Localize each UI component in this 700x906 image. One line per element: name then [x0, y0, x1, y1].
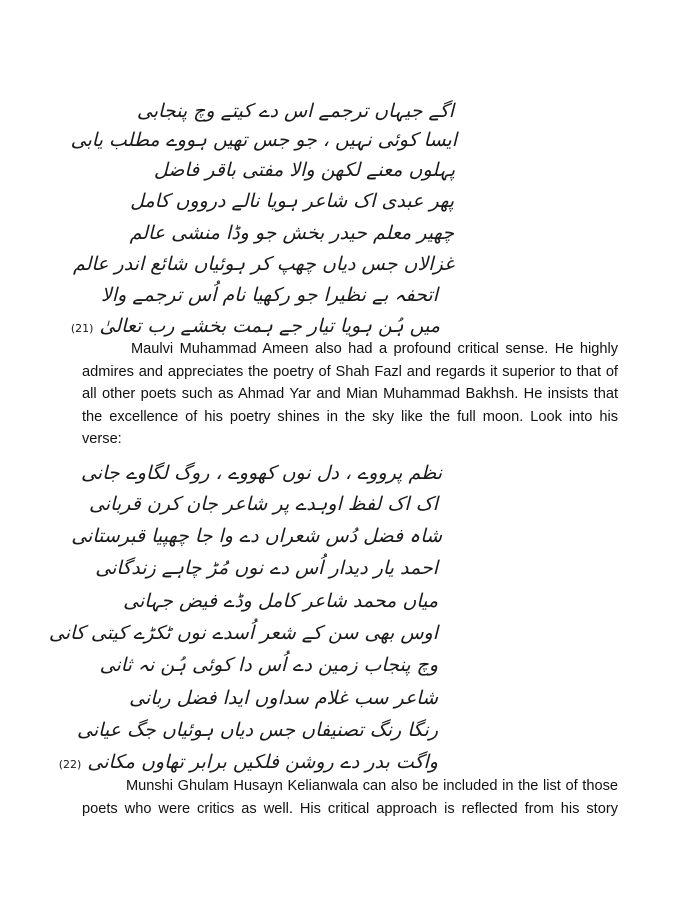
verse-line: اوس بھی سن کے شعر اُسدے نوں ٹکڑے کیتی کانی [48, 622, 438, 644]
verse-line: غزالاں جس دیاں چھپ کر ہوئیاں شائع اندر عالم [72, 253, 454, 275]
verse-line: چھیر معلم حیدر بخش جو وڈا منشی عالم [129, 222, 454, 244]
body-paragraph-2 [82, 775, 618, 820]
footnote-reference: (22) [58, 758, 82, 771]
verse-line: نظم پرووے ، دل نوں کھووے ، روگ لگاوے جانی [80, 462, 442, 484]
body-paragraph-1 [82, 338, 618, 451]
paragraph-line: poets who were critics as well. His critical approach is reflected from his story [82, 800, 618, 817]
verse-line: پہلوں معنے لکھن والا مفتی باقر فاضل [153, 159, 455, 181]
verse-line: شاعر سب غلام سداوں ایدا فضل ربانی [129, 687, 438, 709]
verse-text: میں ہُن ہویا تیار جے ہمت بخشے رب تعالیٰ [99, 315, 440, 337]
paragraph-line: Munshi Ghulam Husayn Kelianwala can also be included in the list of those [126, 778, 618, 794]
paragraph-line: all other poets such as Ahmad Yar and Mian Muhammad Bakhsh. He insists that [82, 386, 618, 402]
footnote-reference: (21) [70, 322, 94, 335]
paragraph-line: admires and appreciates the poetry of Shah Fazl and regards it superior to that of [82, 363, 618, 380]
verse-line: رنگا رنگ تصنیفاں جس دیاں ہوئیاں جگ عیانی [77, 719, 438, 741]
verse-line: اگے جیہاں ترجمے اس دے کیتے وچ پنجابی [136, 100, 454, 122]
verse-line: اک اک لفظ اوہدے پر شاعر جان کرن قربانی [88, 493, 438, 515]
paragraph-line: the excellence of his poetry shines in the sky like the full moon. Look into his [82, 408, 618, 425]
verse-line: وچ پنجاب زمین دے اُس دا کوئی ہُن نہ ثانی [99, 654, 438, 676]
verse-line: پھر عبدی اک شاعر ہویا نالے درووں کامل [130, 190, 454, 212]
paragraph-line: verse: [82, 431, 122, 447]
verse-line: ایسا کوئی نہیں ، جو جس تھیں ہووے مطلب یابی [70, 129, 457, 151]
verse-line: میاں محمد شاعر کامل وڈے فیض جہانی [123, 590, 438, 612]
paragraph-line: Maulvi Muhammad Ameen also had a profound critical sense. He highly [131, 341, 618, 357]
verse-text: واگت بدر دے روشن فلکیں برابر تھاوں مکانی [87, 751, 438, 773]
verse-line: احمد یار دیدار اُس دے نوں مُڑ چاہے زندگانی [95, 557, 438, 579]
verse-line: اتحفہ بے نظیرا جو رکھیا نام اُس ترجمے والا [101, 284, 438, 306]
verse-line: شاہ فضل دُس شعراں دے وا جا چھپیا قبرستانی [71, 525, 442, 547]
